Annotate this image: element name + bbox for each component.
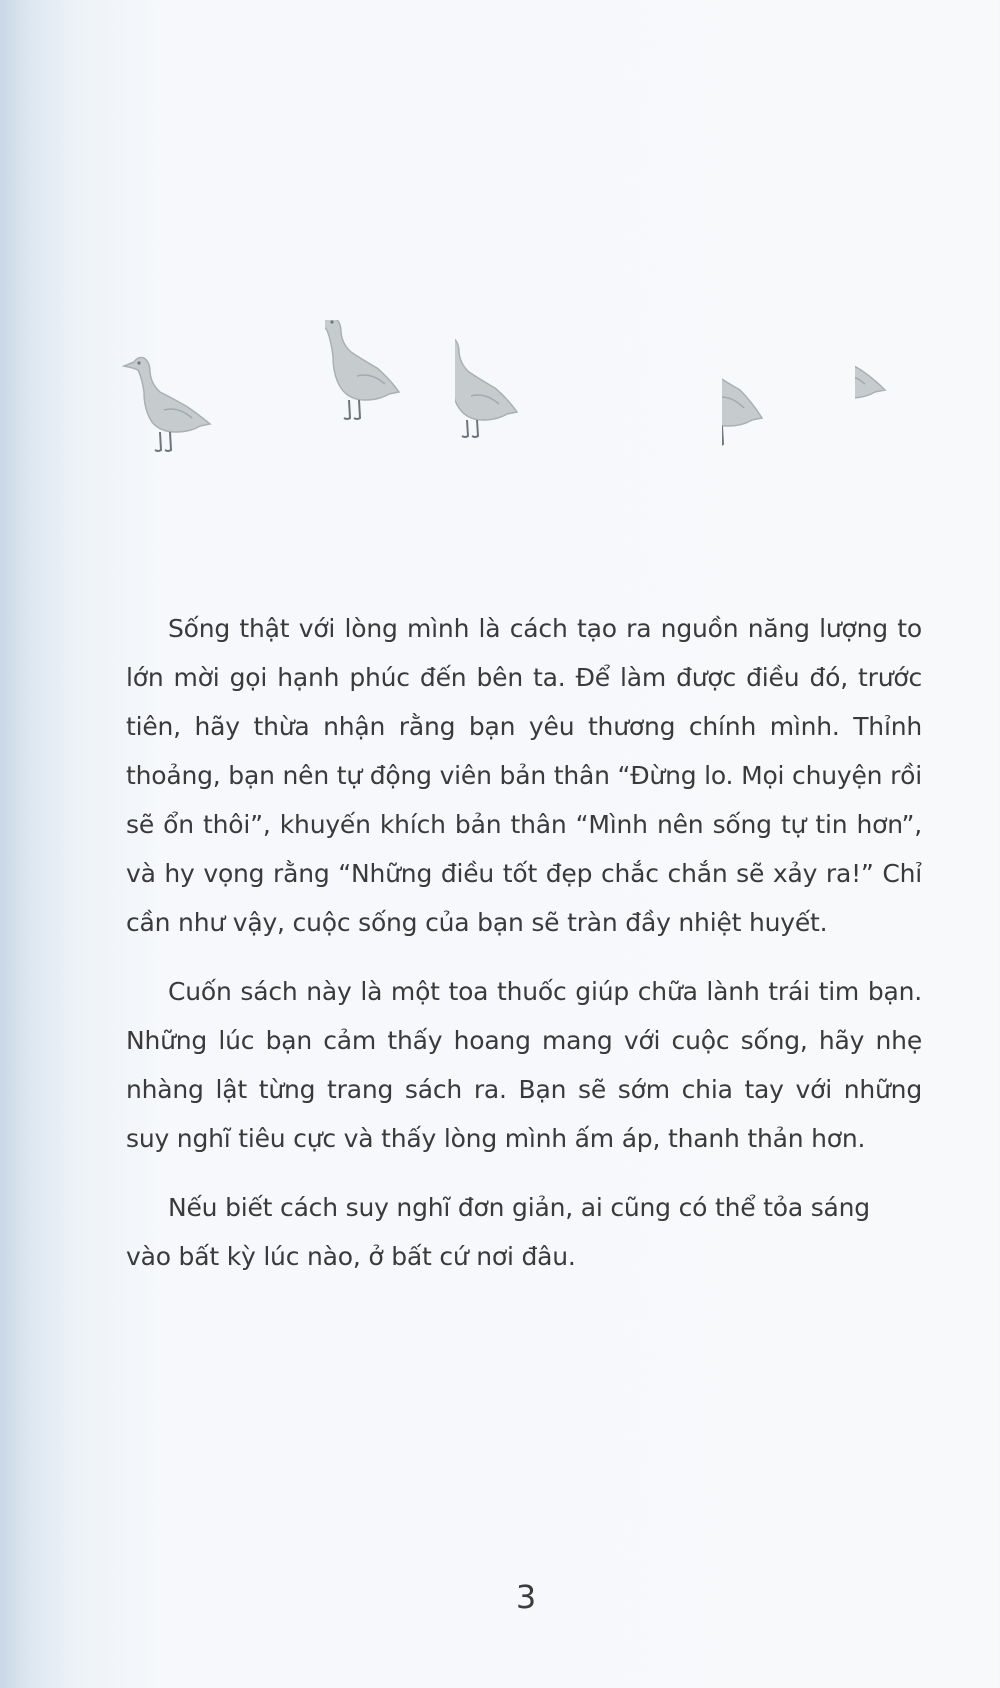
goose-icon — [855, 322, 955, 442]
goose-icon — [325, 320, 425, 440]
goose-illustration — [0, 320, 1000, 460]
paragraph: Nếu biết cách suy nghĩ đơn giản, ai cũng có thể tỏa sáng vào bất kỳ lúc nào, ở bất cứ nơi đâu. — [126, 1193, 870, 1271]
paragraph: Sống thật với lòng mình là cách tạo ra nguồn năng lượng to lớn mời gọi hạnh phúc đến bên ta. Để làm được điều đó, trước tiên, hãy thừa nhận rằng bạn yêu thương chính mình. Thỉnh thoảng, bạn nên tự động viên bản thân “Đừng lo. Mọi chuyện rồi sẽ ổn thôi”, khuyến khích bản thân “Mình nên sống tự tin hơn”, và hy vọng rằng “Những điều tốt đẹp chắc chắn sẽ xảy ra!” Chỉ cần như vậy, cuộc sống của bạn sẽ tràn đầy nhiệt huyết. — [126, 614, 922, 937]
page-number: 3 — [515, 1578, 537, 1616]
goose-icon — [722, 332, 822, 452]
body-text — [126, 604, 922, 1301]
paragraph: Cuốn sách này là một toa thuốc giúp chữa lành trái tim bạn. Những lúc bạn cảm thấy hoang mang với cuộc sống, hãy nhẹ nhàng lật từng trang sách ra. Bạn sẽ sớm chia tay với những suy nghĩ tiêu cực và thấy lòng mình ấm áp, thanh thản hơn. — [126, 977, 922, 1153]
goose-icon — [120, 340, 220, 460]
goose-icon — [455, 332, 555, 452]
